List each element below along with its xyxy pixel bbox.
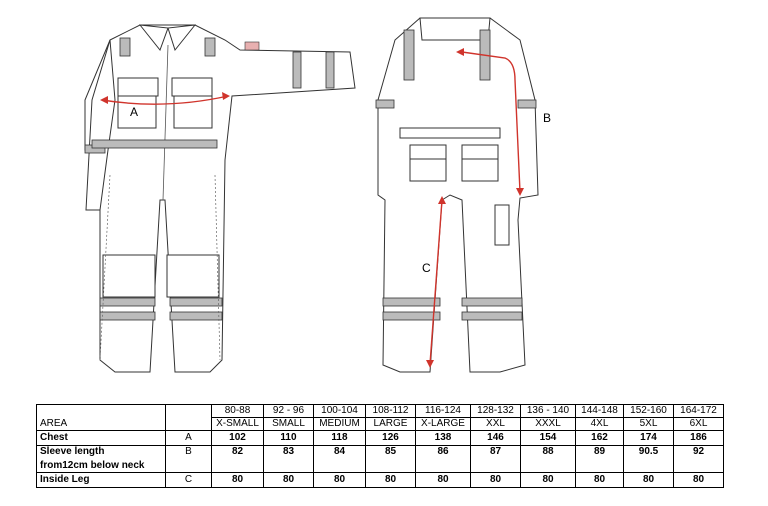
size-range: 100-104 (314, 405, 366, 418)
knee-pad-right (167, 255, 219, 297)
table-cell: 80 (624, 473, 674, 488)
table-cell: 126 (366, 431, 416, 446)
size-name: SMALL (264, 418, 314, 431)
row-label: Inside Leg (37, 473, 166, 488)
table-cell: 110 (264, 431, 314, 446)
coverall-front-view (85, 25, 355, 372)
table-cell: 80 (416, 473, 471, 488)
table-cell: 86 (416, 446, 471, 473)
table-cell: 80 (576, 473, 624, 488)
size-name: X-LARGE (416, 418, 471, 431)
size-range: 152-160 (624, 405, 674, 418)
coverall-back-view (376, 18, 551, 372)
size-range: 80-88 (212, 405, 264, 418)
table-cell: 80 (674, 473, 724, 488)
size-chart-table (36, 404, 724, 488)
size-range: 92 - 96 (264, 405, 314, 418)
table-cell: 138 (416, 431, 471, 446)
table-cell: 118 (314, 431, 366, 446)
table-row-inside-leg (37, 473, 724, 488)
row-note: from12cm below neck (40, 460, 145, 471)
row-label-cell (37, 446, 166, 473)
label-a: A (130, 105, 139, 119)
table-cell: 146 (471, 431, 521, 446)
row-letter: B (166, 446, 212, 473)
label-c: C (422, 261, 431, 275)
size-range-row (37, 405, 724, 418)
table-row-sleeve (37, 446, 724, 473)
area-header: AREA (37, 418, 166, 431)
table-cell: 174 (624, 431, 674, 446)
size-name: X-SMALL (212, 418, 264, 431)
size-range: 164-172 (674, 405, 724, 418)
front-shoulder-tape-right (205, 38, 215, 56)
row-label: Sleeve length (40, 446, 105, 457)
size-range: 128-132 (471, 405, 521, 418)
row-letter: C (166, 473, 212, 488)
table-cell: 90.5 (624, 446, 674, 473)
table-cell: 80 (314, 473, 366, 488)
size-range: 116-124 (416, 405, 471, 418)
table-cell: 162 (576, 431, 624, 446)
size-range: 144-148 (576, 405, 624, 418)
row-letter: A (166, 431, 212, 446)
table-cell: 80 (471, 473, 521, 488)
size-name-row (37, 418, 724, 431)
size-name: MEDIUM (314, 418, 366, 431)
table-cell: 186 (674, 431, 724, 446)
table-cell: 83 (264, 446, 314, 473)
row-label: Chest (37, 431, 166, 446)
table-cell: 154 (521, 431, 576, 446)
label-b: B (543, 111, 552, 125)
table-row-chest (37, 431, 724, 446)
table-cell: 92 (674, 446, 724, 473)
table-cell: 80 (521, 473, 576, 488)
table-cell: 85 (366, 446, 416, 473)
size-range: 136 - 140 (521, 405, 576, 418)
sleeve-badge (245, 42, 259, 50)
table-cell: 80 (366, 473, 416, 488)
knee-pad-left (103, 255, 155, 297)
size-name: XXXL (521, 418, 576, 431)
table-cell: 80 (212, 473, 264, 488)
size-name: 4XL (576, 418, 624, 431)
table-cell: 84 (314, 446, 366, 473)
table-cell: 80 (264, 473, 314, 488)
table-cell: 87 (471, 446, 521, 473)
table-cell: 88 (521, 446, 576, 473)
size-name: 5XL (624, 418, 674, 431)
size-name: XXL (471, 418, 521, 431)
table-cell: 82 (212, 446, 264, 473)
table-cell: 89 (576, 446, 624, 473)
front-shoulder-tape-left (120, 38, 130, 56)
size-name: 6XL (674, 418, 724, 431)
table-cell: 102 (212, 431, 264, 446)
size-name: LARGE (366, 418, 416, 431)
size-range: 108-112 (366, 405, 416, 418)
